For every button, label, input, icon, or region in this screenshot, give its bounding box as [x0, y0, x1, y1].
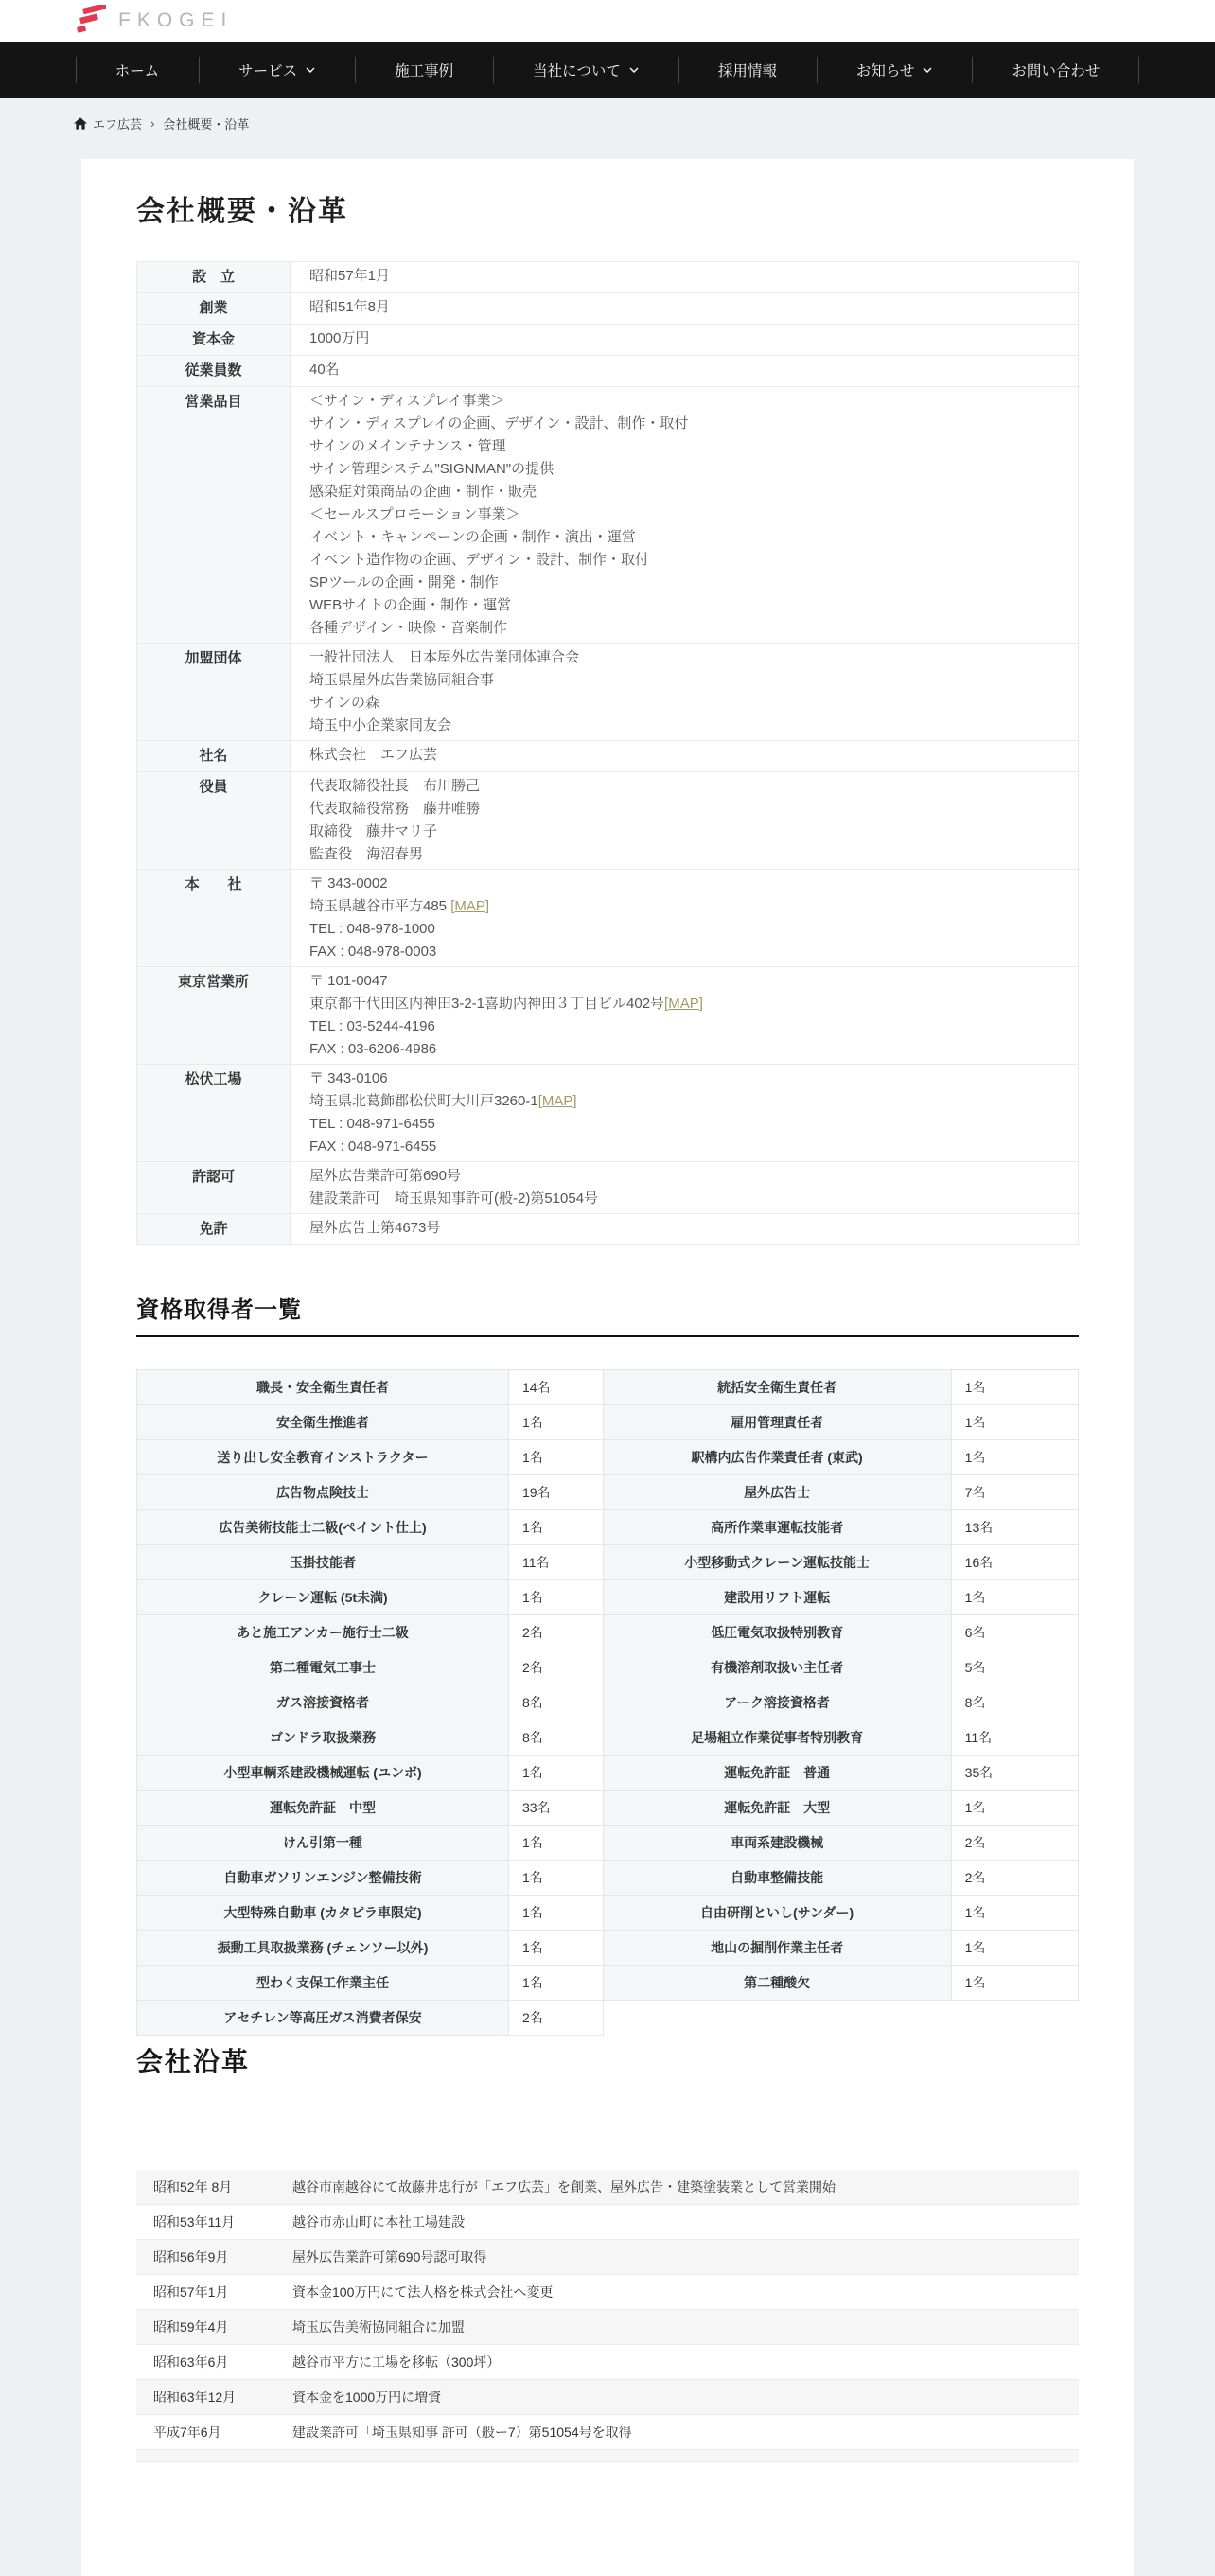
- overview-value-line: 各種デザイン・映像・音楽制作: [309, 620, 507, 636]
- nav-item-5[interactable]: [678, 42, 817, 98]
- qualification-name: ゴンドラ取扱業務: [137, 1720, 509, 1756]
- qualification-count: 8名: [509, 1685, 604, 1720]
- history-row: [136, 2275, 1079, 2310]
- overview-value-line: TEL : 048-978-1000: [309, 921, 435, 937]
- page-title: 会社概要・沿革: [136, 196, 348, 227]
- table-row: [137, 293, 1079, 325]
- history-description: 屋外広告業許可第690号認可取得: [292, 2240, 1079, 2275]
- overview-value-line: [309, 895, 1059, 918]
- overview-row-value: [291, 967, 1079, 1065]
- qualification-count: 2名: [509, 1650, 604, 1685]
- overview-row-value: [291, 356, 1079, 387]
- overview-row-value: [291, 262, 1079, 293]
- overview-value-line: サインのメインテナンス・管理: [309, 438, 506, 454]
- overview-value-line: サインの森: [309, 695, 379, 711]
- table-row: [137, 1065, 1079, 1162]
- overview-value-line: イベント造作物の企画、デザイン・設計、制作・取付: [309, 552, 649, 568]
- breadcrumb: [0, 98, 1215, 147]
- overview-row-value: [291, 1065, 1079, 1162]
- overview-value-line: FAX : 048-978-0003: [309, 944, 437, 960]
- history-row: [136, 2380, 1079, 2415]
- qualification-count: 1名: [509, 1966, 604, 2001]
- table-row: [137, 262, 1079, 293]
- history-date: 昭和52年 8月: [136, 2170, 292, 2205]
- site-logo[interactable]: [74, 5, 233, 37]
- overview-row-value: [291, 870, 1079, 967]
- qualification-count: 6名: [951, 1615, 1078, 1650]
- overview-value-line: 株式会社 エフ広芸: [309, 747, 438, 763]
- main-nav-items: [76, 42, 1140, 98]
- history-date: 昭和57年1月: [136, 2275, 292, 2310]
- history-description: 埼玉広告美術協同組合に加盟: [292, 2310, 1079, 2345]
- qualification-count: 1名: [951, 1370, 1078, 1405]
- overview-row-label: 創業: [137, 293, 291, 325]
- overview-row-value: [291, 1162, 1079, 1214]
- overview-row-label: 松伏工場: [137, 1065, 291, 1162]
- table-row: [137, 1650, 1079, 1685]
- overview-value-line: サイン管理システム"SIGNMAN"の提供: [309, 461, 555, 477]
- nav-item-label: 採用情報: [717, 63, 777, 79]
- empty-cell: [603, 2001, 1078, 2036]
- history-row: [136, 2345, 1079, 2380]
- overview-row-label: 加盟団体: [137, 644, 291, 741]
- overview-value-line: 1000万円: [309, 330, 370, 346]
- history-title: 会社沿革: [136, 2047, 251, 2076]
- overview-value-line: FAX : 048-971-6455: [309, 1138, 437, 1155]
- qualification-count: 1名: [509, 1440, 604, 1475]
- history-table: [136, 2170, 1079, 2462]
- qualification-count: 2名: [951, 1861, 1078, 1896]
- qualification-count: 14名: [509, 1370, 604, 1405]
- history-row: [136, 2310, 1079, 2345]
- qualification-name: 第二種酸欠: [603, 1966, 951, 2001]
- overview-value-line: 埼玉中小企業家同友会: [309, 717, 452, 733]
- qualification-name: 屋外広告士: [603, 1475, 951, 1510]
- nav-item-label: 施工事例: [395, 63, 454, 79]
- history-description: 越谷市南越谷にて故藤井忠行が「エフ広芸」を創業、屋外広告・建築塗装業として営業開始: [292, 2170, 1079, 2205]
- qualification-name: 運転免許証 中型: [137, 1791, 509, 1826]
- qualification-count: 1名: [951, 1931, 1078, 1966]
- nav-item-label: 当社について: [533, 63, 621, 79]
- qualification-count: 1名: [509, 1405, 604, 1440]
- table-row: [137, 1615, 1079, 1650]
- qualification-count: 2名: [951, 1826, 1078, 1861]
- map-link[interactable]: [MAP]: [664, 996, 703, 1012]
- nav-item-label: サービス: [238, 63, 298, 79]
- qualification-count: 2名: [509, 2001, 604, 2036]
- qualification-name: 玉掛技能者: [137, 1545, 509, 1580]
- qualification-count: 1名: [951, 1580, 1078, 1615]
- qualification-name: 型わく支保工作業主任: [137, 1966, 509, 2001]
- nav-item-4[interactable]: [493, 42, 678, 98]
- history-row: [136, 2240, 1079, 2275]
- company-overview-table: [136, 261, 1079, 1245]
- overview-value-line: WEBサイトの企画・制作・運営: [309, 597, 512, 613]
- qualification-count: 1名: [509, 1826, 604, 1861]
- history-date: 昭和59年4月: [136, 2310, 292, 2345]
- table-row: [137, 644, 1079, 741]
- history-date: 昭和56年9月: [136, 2240, 292, 2275]
- nav-item-label: お問い合わせ: [1012, 63, 1101, 79]
- qualification-name: ガス溶接資格者: [137, 1685, 509, 1720]
- nav-item-2[interactable]: [199, 42, 355, 98]
- overview-value-line: FAX : 03-6206-4986: [309, 1041, 437, 1057]
- qualification-name: 地山の掘削作業主任者: [603, 1931, 951, 1966]
- qualification-name: 統括安全衛生責任者: [603, 1370, 951, 1405]
- overview-value-line: SPツールの企画・開発・制作: [309, 574, 499, 591]
- history-description: 越谷市平方に工場を移転（300坪）: [292, 2345, 1079, 2380]
- overview-value-line: 屋外広告業許可第690号: [309, 1168, 462, 1184]
- table-row: [137, 1580, 1079, 1615]
- qualification-count: 1名: [951, 1896, 1078, 1931]
- history-date: [136, 2450, 292, 2462]
- history-description: [292, 2450, 1079, 2462]
- qualification-name: 広告物点険技士: [137, 1475, 509, 1510]
- overview-row-label: 従業員数: [137, 356, 291, 387]
- qualification-name: 第二種電気工事士: [137, 1650, 509, 1685]
- qualification-name: 送り出し安全教育インストラクター: [137, 1440, 509, 1475]
- qualification-count: 16名: [951, 1545, 1078, 1580]
- logo-text: FKOGEI: [118, 9, 234, 31]
- qualification-name: 有機溶剤取扱い主任者: [603, 1650, 951, 1685]
- history-row: [136, 2450, 1079, 2462]
- qualification-name: 雇用管理責任者: [603, 1405, 951, 1440]
- overview-row-label: 設 立: [137, 262, 291, 293]
- qualification-name: あと施工アンカー施行士二級: [137, 1615, 509, 1650]
- table-row: [137, 870, 1079, 967]
- qualification-count: 1名: [951, 1966, 1078, 2001]
- overview-value-line: 昭和57年1月: [309, 268, 391, 284]
- nav-item-7[interactable]: [972, 42, 1139, 98]
- table-row: [137, 387, 1079, 644]
- table-row: [137, 356, 1079, 387]
- history-date: 昭和63年12月: [136, 2380, 292, 2415]
- overview-value-line: サイン・ディスプレイの企画、デザイン・設計、制作・取付: [309, 415, 689, 432]
- table-row: [137, 1545, 1079, 1580]
- history-description: 建設業許可「埼玉県知事 許可（般ー7）第51054号を取得: [292, 2415, 1079, 2450]
- overview-row-label: 役員: [137, 772, 291, 870]
- table-row: [137, 1405, 1079, 1440]
- table-row: [137, 1214, 1079, 1245]
- qualification-count: 1名: [509, 1510, 604, 1545]
- address-text: 埼玉県越谷市平方485: [309, 898, 451, 914]
- table-row: [137, 1370, 1079, 1405]
- qualification-name: 小型車輌系建設機械運転 (ユンボ): [137, 1756, 509, 1791]
- overview-value-line: 〒 343-0002: [309, 875, 388, 891]
- qualification-count: 35名: [951, 1756, 1078, 1791]
- nav-item-3[interactable]: [355, 42, 493, 98]
- chevron-down-icon: [923, 67, 932, 73]
- overview-row-value: [291, 325, 1079, 356]
- overview-value-line: 一般社団法人 日本屋外広告業団体連合会: [309, 649, 580, 665]
- history-description: 資本金を1000万円に増資: [292, 2380, 1079, 2415]
- history-date: 昭和53年11月: [136, 2205, 292, 2240]
- table-row: [137, 1440, 1079, 1475]
- qualification-name: 安全衛生推進者: [137, 1405, 509, 1440]
- qualification-count: 7名: [951, 1475, 1078, 1510]
- overview-value-line: 昭和51年8月: [309, 299, 391, 315]
- content-card: [81, 159, 1134, 2576]
- qualification-count: 5名: [951, 1650, 1078, 1685]
- qualification-name: 大型特殊自動車 (カタピラ車限定): [137, 1896, 509, 1931]
- history-description: 資本金100万円にて法人格を株式会社へ変更: [292, 2275, 1079, 2310]
- qualification-count: 8名: [951, 1685, 1078, 1720]
- overview-value-line: 代表取締役社長 布川勝己: [309, 778, 481, 794]
- qualification-name: 振動工具取扱業務 (チェンソー以外): [137, 1931, 509, 1966]
- qualification-name: アセチレン等高圧ガス消費者保安: [137, 2001, 509, 2036]
- table-row: [137, 1826, 1079, 1861]
- history-row: [136, 2205, 1079, 2240]
- site-header: [0, 0, 1215, 42]
- overview-row-label: 免許: [137, 1214, 291, 1245]
- qualification-count: 11名: [509, 1545, 604, 1580]
- overview-row-value: [291, 644, 1079, 741]
- nav-item-label: お知らせ: [855, 63, 915, 79]
- qualification-name: けん引第一種: [137, 1826, 509, 1861]
- overview-value-line: 代表取締役常務 藤井唯勝: [309, 801, 481, 817]
- overview-value-line: [309, 1090, 1059, 1113]
- overview-row-label: 東京営業所: [137, 967, 291, 1065]
- map-link[interactable]: [MAP]: [537, 1093, 577, 1109]
- table-row: [137, 1966, 1079, 2001]
- nav-item-1[interactable]: [76, 42, 200, 98]
- breadcrumb-home-label[interactable]: エフ広芸: [93, 117, 143, 132]
- overview-row-value: [291, 387, 1079, 644]
- qualification-count: 1名: [509, 1931, 604, 1966]
- table-row: [137, 1720, 1079, 1756]
- main-nav: [0, 42, 1215, 98]
- qualification-name: 高所作業車運転技能者: [603, 1510, 951, 1545]
- qualification-count: 11名: [951, 1720, 1078, 1756]
- logo-f-slashes-icon: [74, 5, 106, 37]
- table-row: [137, 1896, 1079, 1931]
- nav-item-label: ホーム: [114, 63, 160, 79]
- qualification-count: 2名: [509, 1615, 604, 1650]
- history-description: 越谷市赤山町に本社工場建設: [292, 2205, 1079, 2240]
- overview-row-value: [291, 772, 1079, 870]
- qualification-name: 建設用リフト運転: [603, 1580, 951, 1615]
- qualification-name: 自動車整備技能: [603, 1861, 951, 1896]
- chevron-down-icon: [629, 67, 639, 73]
- qualification-name: 運転免許証 普通: [603, 1756, 951, 1791]
- chevron-down-icon: [306, 67, 315, 73]
- table-row: [137, 1162, 1079, 1214]
- qualification-name: 小型移動式クレーン運転技能士: [603, 1545, 951, 1580]
- qualification-name: 自由研削といし(サンダー): [603, 1896, 951, 1931]
- home-icon: [74, 117, 87, 130]
- overview-row-label: 許認可: [137, 1162, 291, 1214]
- qualification-count: 1名: [509, 1756, 604, 1791]
- table-row: [137, 1861, 1079, 1896]
- table-row: [137, 1475, 1079, 1510]
- overview-row-label: 本 社: [137, 870, 291, 967]
- nav-item-6[interactable]: [817, 42, 973, 98]
- table-row: [137, 1791, 1079, 1826]
- overview-value-line: 監査役 海沼春男: [309, 846, 424, 862]
- history-date: 昭和63年6月: [136, 2345, 292, 2380]
- breadcrumb-current: 会社概要・沿革: [163, 117, 250, 132]
- qualification-count: 1名: [951, 1440, 1078, 1475]
- table-row: [137, 1510, 1079, 1545]
- overview-row-label: 資本金: [137, 325, 291, 356]
- overview-row-value: [291, 293, 1079, 325]
- qualifications-title: 資格取得者一覧: [136, 1291, 1079, 1337]
- table-row: [137, 967, 1079, 1065]
- overview-value-line: 40名: [309, 362, 340, 378]
- overview-value-line: 埼玉県屋外広告業協同組合事: [309, 672, 495, 688]
- address-text: 東京都千代田区内神田3-2-1喜助内神田３丁目ビル402号: [309, 996, 665, 1012]
- qualification-name: 職長・安全衛生責任者: [137, 1370, 509, 1405]
- overview-row-label: 社名: [137, 741, 291, 772]
- table-row: [137, 741, 1079, 772]
- overview-row-label: 営業品目: [137, 387, 291, 644]
- overview-value-line: イベント・キャンペーンの企画・制作・演出・運営: [309, 529, 636, 545]
- overview-value-line: 取締役 藤井マリ子: [309, 823, 438, 839]
- history-row: [136, 2170, 1079, 2205]
- qualification-count: 1名: [509, 1896, 604, 1931]
- qualification-name: 運転免許証 大型: [603, 1791, 951, 1826]
- qualification-name: クレーン運転 (5t未満): [137, 1580, 509, 1615]
- qualification-name: 車両系建設機械: [603, 1826, 951, 1861]
- qualification-count: 1名: [509, 1580, 604, 1615]
- qualification-count: 13名: [951, 1510, 1078, 1545]
- history-row: [136, 2415, 1079, 2450]
- table-row: [137, 772, 1079, 870]
- overview-value-line: 〒 101-0047: [309, 973, 388, 989]
- overview-value-line: ＜サイン・ディスプレイ事業＞: [309, 393, 505, 409]
- qualification-name: 駅構内広告作業責任者 (東武): [603, 1440, 951, 1475]
- overview-value-line: 〒 343-0106: [309, 1070, 388, 1086]
- qualification-name: 広告美術技能士二級(ペイント仕上): [137, 1510, 509, 1545]
- overview-value-line: TEL : 048-971-6455: [309, 1116, 435, 1132]
- breadcrumb-separator: ›: [150, 116, 155, 131]
- breadcrumb-home-link[interactable]: [74, 115, 142, 132]
- overview-row-value: [291, 1214, 1079, 1245]
- address-text: 埼玉県北葛飾郡松伏町大川戸3260-1: [309, 1093, 538, 1109]
- table-row: [137, 1756, 1079, 1791]
- qualification-name: 低圧電気取扱特別教育: [603, 1615, 951, 1650]
- overview-value-line: [309, 993, 1059, 1015]
- qualification-count: 1名: [951, 1791, 1078, 1826]
- table-row: [137, 2001, 1079, 2036]
- qualification-count: 1名: [951, 1405, 1078, 1440]
- table-row: [137, 1685, 1079, 1720]
- qualification-name: 足場組立作業従事者特別教育: [603, 1720, 951, 1756]
- map-link[interactable]: [MAP]: [450, 898, 490, 914]
- overview-value-line: 建設業許可 埼玉県知事許可(般-2)第51054号: [309, 1191, 599, 1207]
- table-row: [137, 325, 1079, 356]
- overview-value-line: ＜セールスプロモーション事業＞: [309, 506, 520, 522]
- qualification-count: 19名: [509, 1475, 604, 1510]
- qualification-name: アーク溶接資格者: [603, 1685, 951, 1720]
- table-row: [137, 1931, 1079, 1966]
- qualifications-table: [136, 1369, 1079, 2036]
- history-date: 平成7年6月: [136, 2415, 292, 2450]
- qualification-name: 自動車ガソリンエンジン整備技術: [137, 1861, 509, 1896]
- overview-value-line: 屋外広告士第4673号: [309, 1220, 441, 1236]
- overview-value-line: TEL : 03-5244-4196: [309, 1018, 435, 1034]
- overview-value-line: 感染症対策商品の企画・制作・販売: [309, 484, 537, 500]
- qualification-count: 33名: [509, 1791, 604, 1826]
- overview-row-value: [291, 741, 1079, 772]
- qualification-count: 8名: [509, 1720, 604, 1756]
- qualification-count: 1名: [509, 1861, 604, 1896]
